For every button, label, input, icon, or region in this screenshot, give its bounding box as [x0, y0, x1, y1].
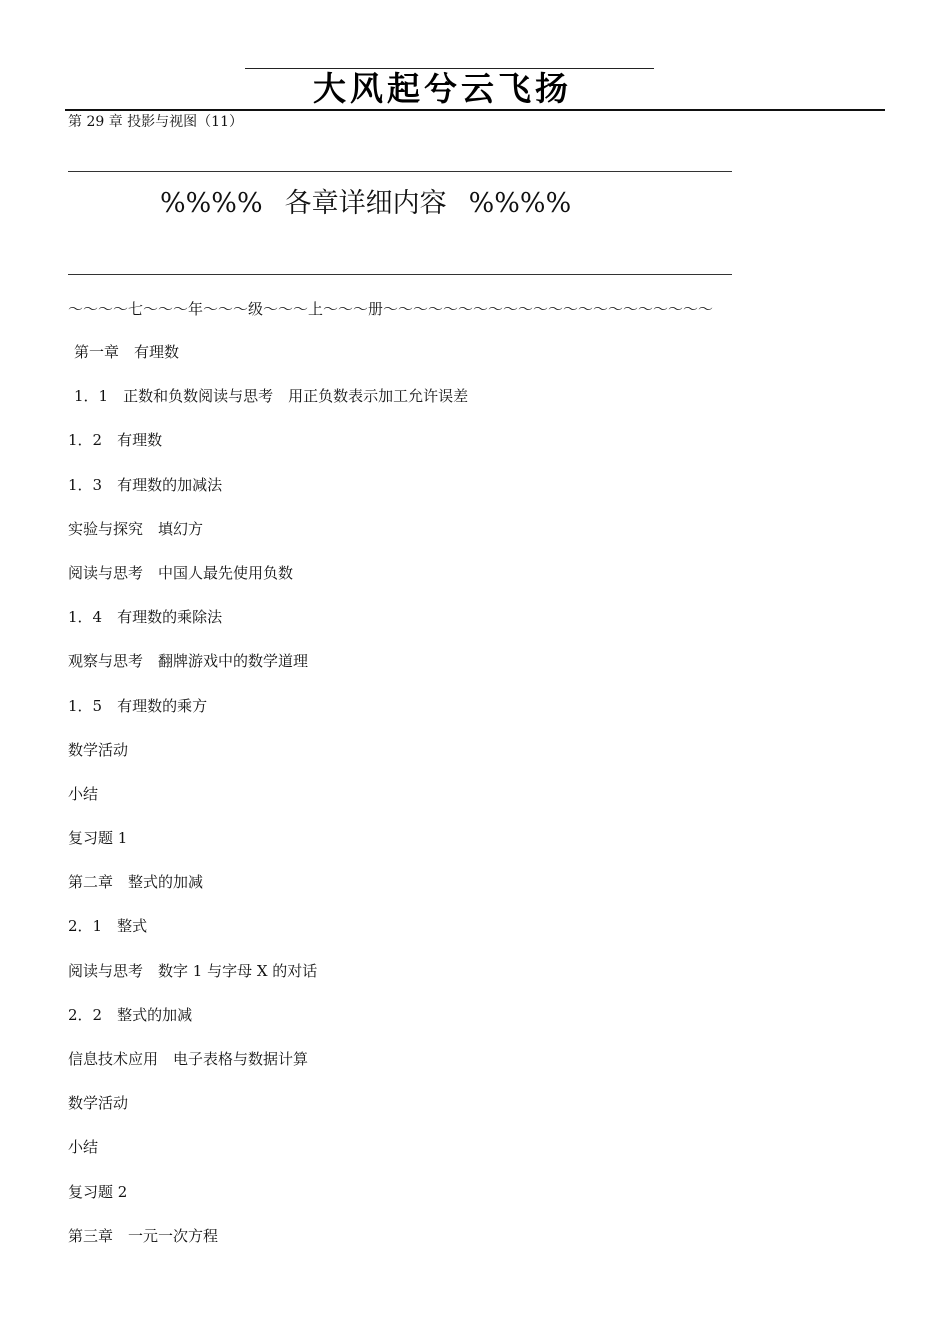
toc-item: 阅读与思考 数字 1 与字母 X 的对话	[68, 961, 318, 980]
header-bottom-rule	[65, 109, 885, 111]
toc-item: 2．1 整式	[68, 917, 148, 936]
header-banner: 大风起兮云飞扬	[313, 69, 572, 108]
toc-item: 实验与探究 填幻方	[68, 519, 204, 538]
toc-item: 1．4 有理数的乘除法	[68, 608, 223, 627]
toc-item: 1．1 正数和负数阅读与思考 用正负数表示加工允许误差	[74, 387, 469, 406]
chapter-label: 第 29 章 投影与视图（11）	[68, 114, 243, 130]
toc-item: 第三章 一元一次方程	[68, 1226, 219, 1245]
toc-item: 2．2 整式的加减	[68, 1005, 193, 1024]
toc-item: 第一章 有理数	[74, 343, 180, 361]
toc-item: 1．5 有理数的乘方	[68, 696, 208, 715]
heading-text: 各章详细内容	[284, 188, 447, 219]
toc-item: 复习题 1	[68, 829, 128, 848]
toc-item: 复习题 2	[68, 1182, 128, 1201]
heading-symbols-right: %%%%	[468, 188, 572, 219]
toc-item: 阅读与思考 中国人最先使用负数	[68, 563, 294, 582]
toc-item: 1．2 有理数	[68, 431, 163, 450]
toc-item: 小结	[68, 1138, 99, 1157]
toc-item: 数学活动	[68, 740, 129, 759]
toc-item: 第二章 整式的加减	[68, 873, 204, 892]
grade-banner: ～～～～七～～～年～～～级～～～上～～～册～～～～～～～～～～～～～～～～～～～～～～	[68, 300, 714, 318]
toc-item: 1．3 有理数的加减法	[68, 475, 223, 494]
toc-item: 数学活动	[68, 1094, 129, 1113]
toc-item: 信息技术应用 电子表格与数据计算	[68, 1050, 309, 1068]
separator-line-bottom	[68, 274, 732, 275]
heading-symbols-left: %%%%	[160, 188, 263, 219]
table-of-contents	[68, 340, 468, 1268]
separator-line-top	[68, 171, 732, 172]
section-heading	[160, 186, 571, 222]
toc-item: 小结	[68, 784, 99, 803]
toc-item: 观察与思考 翻牌游戏中的数学道理	[68, 652, 309, 671]
